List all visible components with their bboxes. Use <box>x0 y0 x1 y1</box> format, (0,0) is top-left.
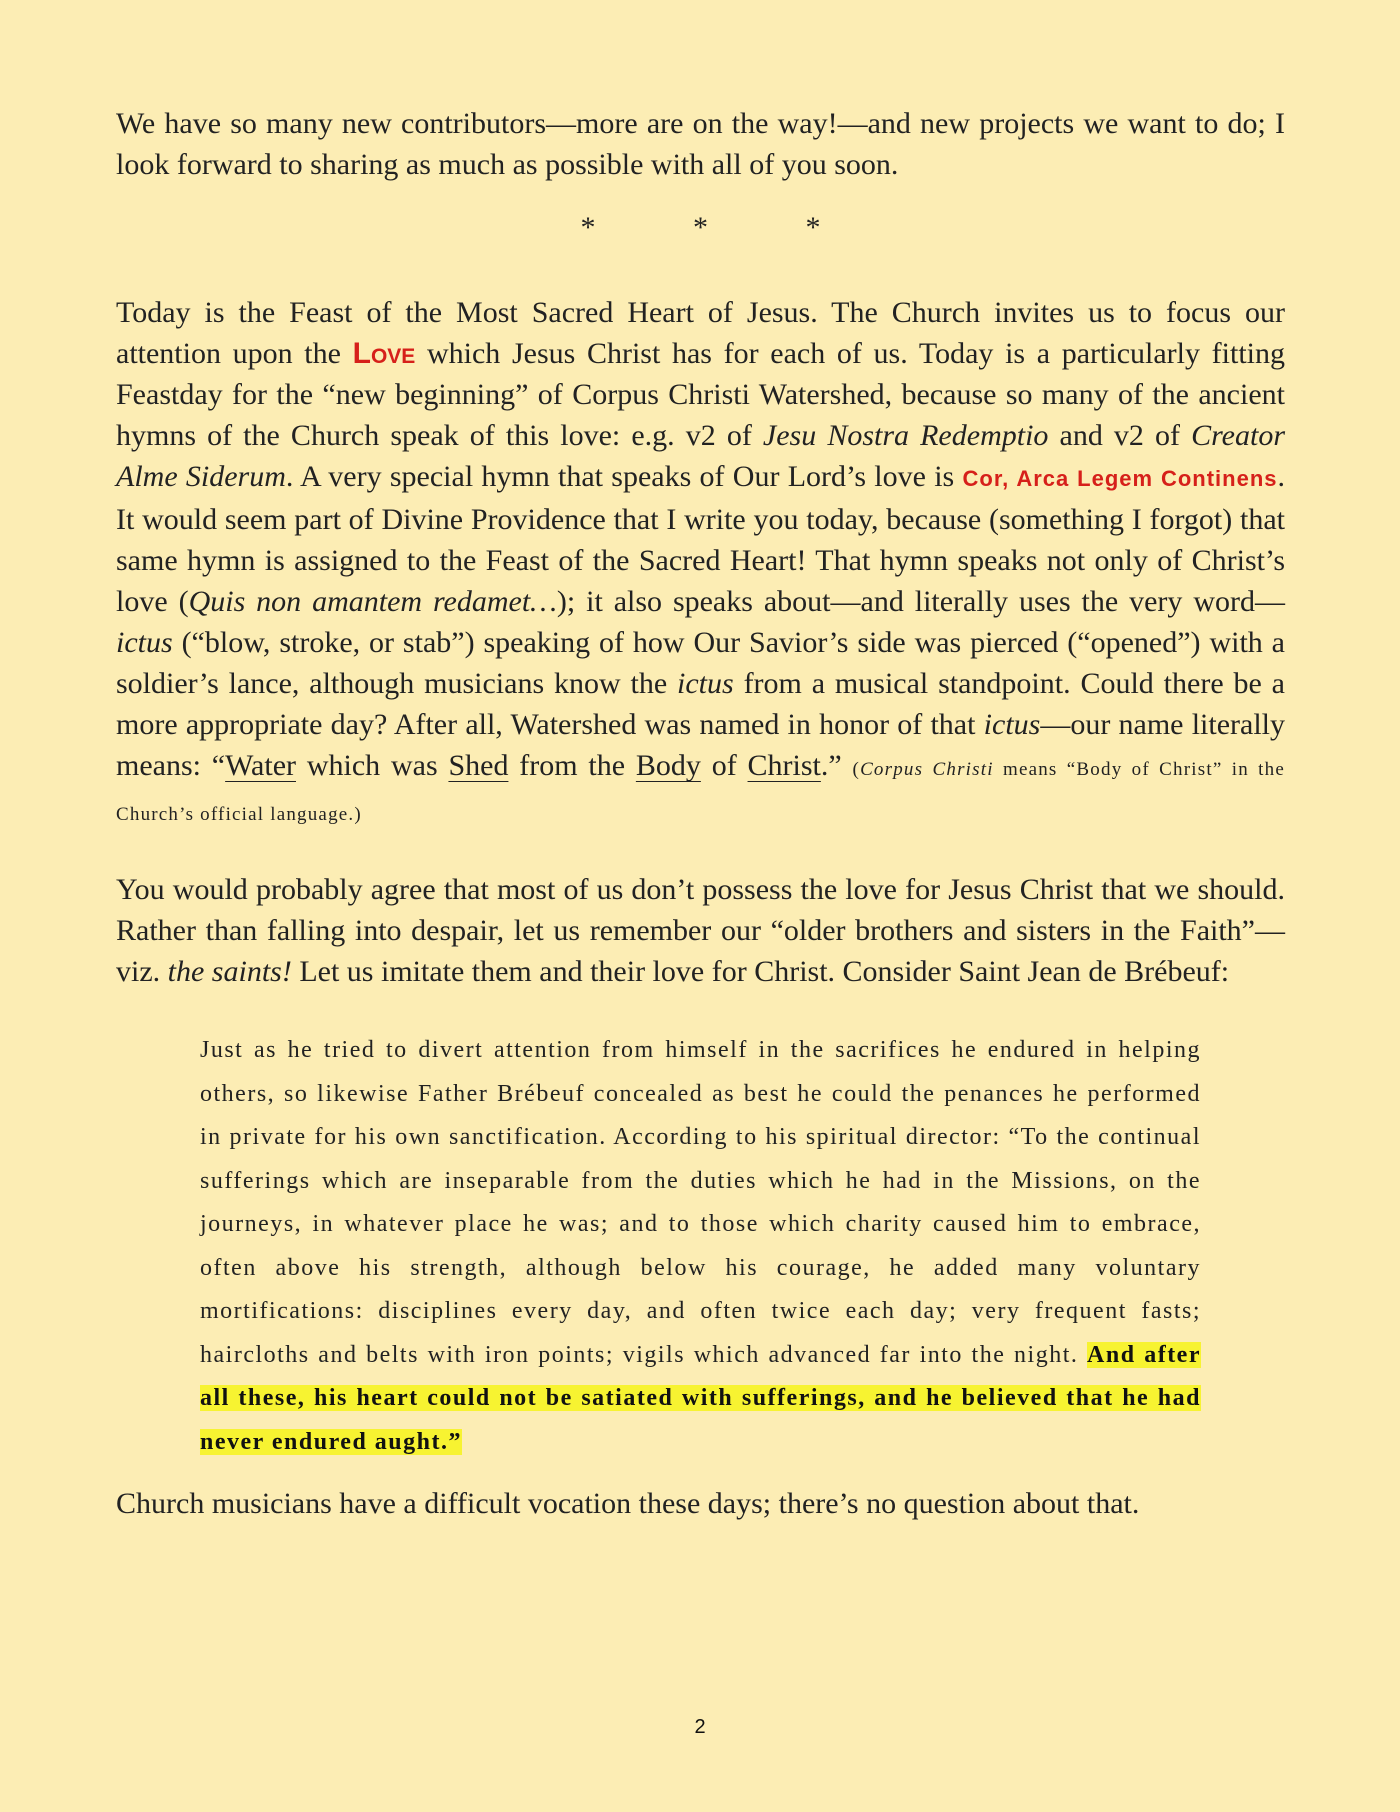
text-run: (“blow, stroke, or stab”) speaking of how Our Savior’s side was pierced (“opened”) with a soldier’s lance, although musicians know the <box>116 626 1285 700</box>
underlined-shed: Shed <box>448 749 509 782</box>
underlined-water: Water <box>225 749 296 782</box>
saints-emphasis: the saints! <box>167 955 292 988</box>
text-run: You would probably agree that most of us don’t possess the love for Jesus Christ that we should. Rather than falling into despair, let us remember our “older brothers and sisters in the Faith”—viz. <box>116 873 1285 988</box>
paragraph-contributors: We have so many new contributors—more are on the way!—and new projects we want to do; I look forward to sharing as much as possible with all of you soon. <box>116 107 1285 181</box>
latin-quote: Quis non amantem redamet… <box>188 585 557 618</box>
note-paren: ( <box>852 759 861 780</box>
text-run: from a musical standpoint. Could there be a more appropriate day? After all, Watershed was named in honor of that <box>116 667 1285 741</box>
text-run: Let us imitate them and their love for Christ. Consider Saint Jean de Brébeuf: <box>291 955 1230 988</box>
paragraph-church-musicians: Church musicians have a difficult vocation these days; there’s no question about that. <box>116 1487 1140 1520</box>
underlined-christ: Christ <box>747 749 821 782</box>
text-run: . A very special hymn that speaks of Our Lord’s love is <box>285 460 963 493</box>
ictus-word: ictus <box>677 667 734 700</box>
document-page <box>116 103 1285 1524</box>
love-emphasis: Love <box>352 337 416 370</box>
hymn-title-cor-arca: Cor, Arca Legem Continens <box>962 466 1278 491</box>
section-separator: * * * <box>580 211 821 244</box>
paragraph-sacred-heart <box>116 292 1285 835</box>
text-run: Today is the Feast of the Most Sacred Heart of Jesus. The Church invites us to focus our attention upon the <box>116 296 1285 370</box>
text-run: and v2 of <box>1048 419 1192 452</box>
quote-text: Just as he tried to divert attention from himself in the sacrifices he endured in helping others, so likewise Father Brébeuf concealed as best he could the penances he performed in private for his own sanctification. According to his spiritual director: “To the continual sufferings which are inseparable from the duties which he had in the Missions, on the journeys, in whatever place he was; and to those which charity caused him to embrace, often above his strength, although below his courage, he added many voluntary mortifications: disciplines every day, and often twice each day; very frequent fasts; haircloths and belts with iron points; vigils which advanced far into the night. <box>200 1037 1201 1368</box>
ictus-word: ictus <box>116 626 173 659</box>
text-run: . It would seem part of Divine Providence that I write you today, because (something I forgot) that same hymn is assigned to the Feast of the Sacred Heart! That hymn speaks not only of Christ’s love ( <box>116 460 1285 618</box>
text-run: which Jesus Christ has for each of us. Today is a particularly fitting Feastday for the “new beginning” of Corpus Christi Watershed, because so many of the ancient hymns of the Church speak of this love: e.g. v2 of <box>116 337 1285 452</box>
block-quote-brebeuf <box>200 1029 1201 1464</box>
text-run: from the <box>508 749 636 782</box>
text-run: .” <box>820 749 853 782</box>
text-run: of <box>700 749 748 782</box>
page-number: 2 <box>694 1716 706 1738</box>
underlined-body: Body <box>635 749 701 782</box>
text-run: —our name literally means: “ <box>116 708 1285 782</box>
hymn-title-creator: Creator Alme Siderum <box>116 419 1285 493</box>
note-text: means “Body of Christ” in the Church’s official language.) <box>116 759 1285 825</box>
paragraph-saints <box>116 869 1285 992</box>
text-run: which was <box>296 749 449 782</box>
hymn-title-jesu: Jesu Nostra Redemptio <box>762 419 1049 452</box>
highlighted-quote: And after all these, his heart could not be satiated with sufferings, and he believed that he had never endured aught.” <box>200 1341 1201 1455</box>
text-run: ); it also speaks about—and literally uses the very word— <box>556 585 1285 618</box>
note-latin: Corpus Christi <box>860 759 994 780</box>
ictus-word: ictus <box>983 708 1041 741</box>
